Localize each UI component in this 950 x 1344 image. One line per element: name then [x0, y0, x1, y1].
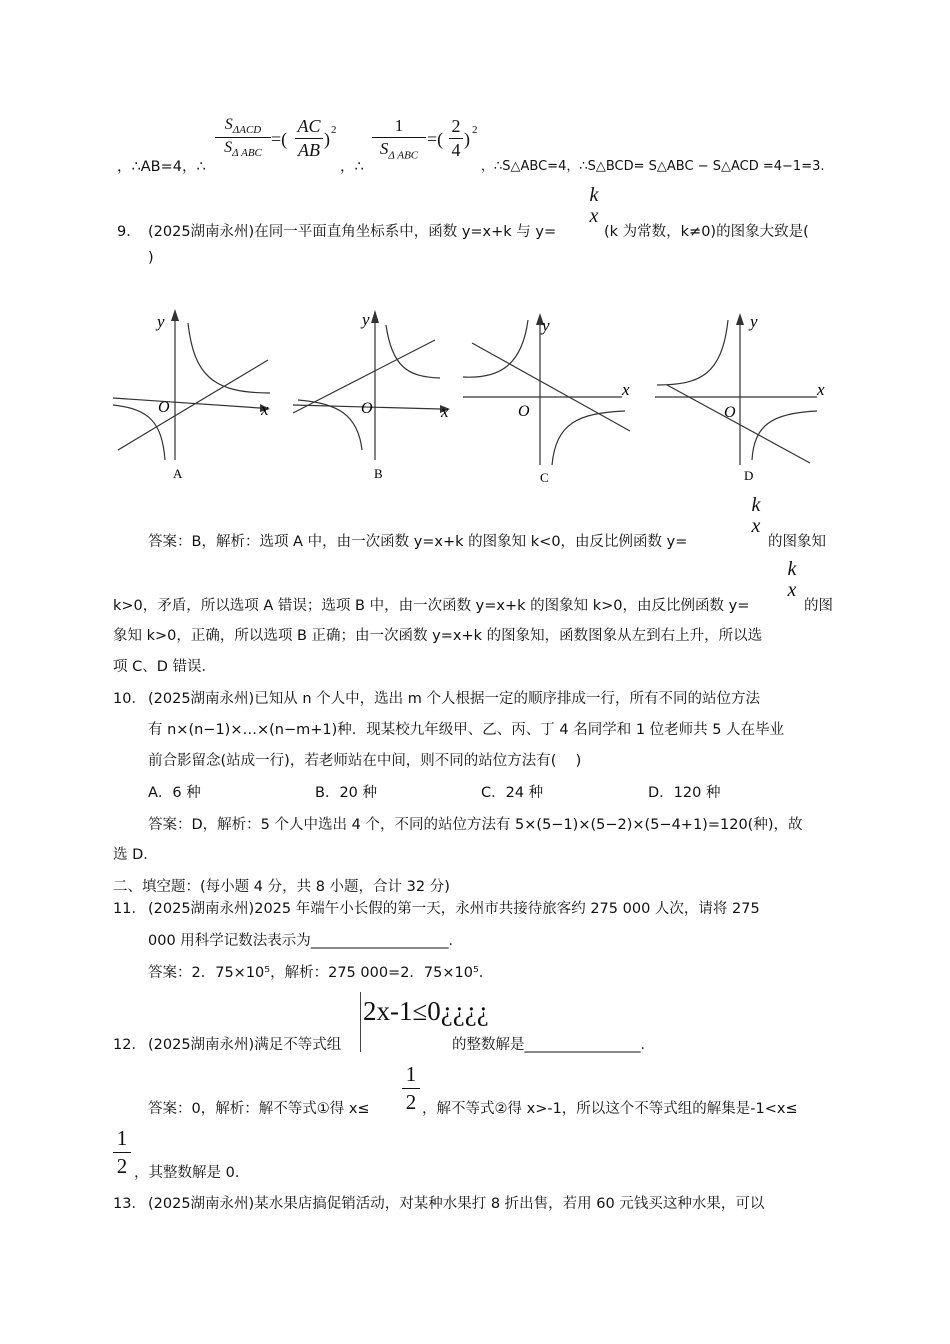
- q10-answer-line2: 选 D．: [113, 847, 158, 863]
- close-paren-2: ): [464, 129, 470, 149]
- q9-answer-fraction-2: k x: [787, 558, 797, 601]
- graph-a-hyperbola-upper: [188, 323, 270, 393]
- q10-option-b: B．20 种: [315, 785, 378, 801]
- graph-d-x-label: x: [817, 380, 825, 399]
- q10-option-d: D．120 种: [648, 785, 721, 801]
- graph-a-line: [118, 360, 268, 450]
- graph-a-x-label: x: [261, 400, 269, 419]
- q10-line1: (2025湖南永州)已知从 n 个人中，选出 m 个人根据一定的顺序排成一行，所有不同的站位方法: [148, 691, 760, 707]
- q9-text-c: ): [148, 250, 154, 266]
- top-line-prefix: ，∴AB=4，∴: [117, 159, 206, 175]
- graph-c-y-label: y: [542, 316, 550, 335]
- q10-answer-line1: 答案：D，解析：5 个人中选出 4 个，不同的站位方法有 5×(5−1)×(5−2)×(5−4+1)=120(种)，故: [148, 817, 803, 833]
- graph-b-x-label: x: [441, 402, 449, 421]
- graph-d-y-label: y: [750, 312, 758, 331]
- top-line-mid: ，∴: [340, 159, 364, 175]
- graph-c-option-label: C: [540, 470, 549, 485]
- exponent-1: 2: [331, 124, 337, 136]
- close-paren-1: ): [324, 129, 330, 149]
- q12-text-b: 的整数解是________________．: [452, 1037, 655, 1053]
- graph-c-origin-label: O: [518, 403, 530, 420]
- q11-line2: 000 用科学记数法表示为___________________．: [148, 933, 464, 949]
- q9-answer-line2a: k>0，矛盾，所以选项 A 错误；选项 B 中，由一次函数 y=x+k 的图象知 k>0，由反比例函数 y=: [113, 598, 750, 614]
- q12-system-brace: [360, 992, 361, 1052]
- q9-answer-line3: 象知 k>0，正确，所以选项 B 正确；由一次函数 y=x+k 的图象知，函数图象从左到右上升，所以选: [113, 628, 763, 644]
- graph-c-hyperbola-lower: [552, 411, 625, 465]
- q11-answer: 答案：2．75×10⁵，解析：275 000=2．75×10⁵．: [148, 965, 494, 981]
- q10-line3: 前合影留念(站成一行)，若老师站在中间，则不同的站位方法有( ): [148, 753, 582, 769]
- q9-answer-line1b: 的图象知: [768, 534, 826, 550]
- graph-c-line: [472, 343, 630, 431]
- graph-a-x-axis: [113, 398, 260, 408]
- q10-line2: 有 n×(n−1)×…×(n−m+1)种．现某校九年级甲、乙、丙、丁 4 名同学和 1 位老师共 5 人在毕业: [148, 722, 785, 738]
- graph-a-option-label: A: [173, 466, 183, 481]
- q12-text-a: (2025湖南永州)满足不等式组: [148, 1037, 342, 1053]
- graph-b-origin-label: O: [361, 400, 373, 417]
- graph-b-hyperbola-lower: [298, 400, 362, 450]
- graph-d-origin-label: O: [724, 404, 736, 421]
- graph-a-origin-label: O: [158, 399, 170, 416]
- q12-answer-c: ，其整数解是 0．: [134, 1165, 250, 1181]
- top-line-tail: ，∴S△ABC=4，∴S△BCD= S△ABC − S△ACD =4−1=3.: [481, 159, 825, 174]
- q12-answer-fraction-1: 1 2: [402, 1062, 420, 1115]
- q9-text-a: (2025湖南永州)在同一平面直角坐标系中，函数 y=x+k 与 y=: [148, 224, 557, 240]
- equals-paren-1: =(: [271, 129, 288, 149]
- q10-number: 10．: [113, 691, 146, 707]
- equals-paren-2: =(: [427, 129, 444, 149]
- q12-answer-b: ，解不等式②得 x>-1，所以这个不等式组的解集是-1<x≤: [422, 1101, 798, 1117]
- q9-text-b: (k 为常数，k≠0)的图象大致是(: [604, 224, 809, 240]
- q13-line1: (2025湖南永州)某水果店搞促销活动，对某种水果打 8 折出售，若用 60 元钱买这种水果，可以: [148, 1196, 765, 1212]
- graph-b-option-label: B: [374, 466, 383, 481]
- graph-d-option-label: D: [744, 468, 754, 483]
- graph-d-hyperbola-lower: [752, 411, 817, 460]
- graph-c-x-label: x: [622, 380, 630, 399]
- q10-option-a: A．6 种: [148, 785, 201, 801]
- q11-line1: (2025湖南永州)2025 年端午小长假的第一天，永州市共接待旅客约 275 000 人次，请将 275: [148, 901, 760, 917]
- q9-fraction-k-over-x: k x: [589, 184, 599, 227]
- q12-answer-fraction-2: 1 2: [113, 1126, 131, 1179]
- graph-c: [460, 305, 640, 490]
- q12-answer-a: 答案：0，解析：解不等式①得 x≤: [148, 1101, 370, 1117]
- graph-b-y-label: y: [362, 310, 370, 329]
- fraction-s-acd-over-s-abc: $S_{\Delta ACD}$ $S_{\Delta ABC}$: [215, 116, 271, 159]
- graph-d: [652, 305, 832, 490]
- q13-number: 13．: [113, 1196, 146, 1212]
- q9-answer-line1a: 答案：B，解析：选项 A 中，由一次函数 y=x+k 的图象知 k<0，由反比例函数 y=: [148, 534, 688, 550]
- fraction-ac-over-ab: AC AB: [295, 116, 323, 161]
- q10-option-c: C．24 种: [481, 785, 544, 801]
- q9-number: 9．: [117, 224, 141, 240]
- graph-b: [290, 305, 460, 485]
- section-2-title: 二、填空题：(每小题 4 分，共 8 小题，合计 32 分): [113, 879, 450, 895]
- fraction-2-over-4: 2 4: [449, 116, 463, 161]
- q12-number: 12．: [113, 1037, 146, 1053]
- q12-inequality-system: 2x-1≤0¿¿¿¿: [363, 996, 489, 1026]
- graph-a-y-label: y: [157, 312, 165, 331]
- q9-answer-line2b: 的图: [804, 598, 833, 614]
- fraction-1-over-s-abc: 1 $S_{\Delta ABC}$: [372, 116, 426, 161]
- q9-answer-line4: 项 C、D 错误．: [113, 659, 217, 675]
- q11-number: 11．: [113, 901, 146, 917]
- exponent-2: 2: [472, 124, 478, 136]
- graph-d-hyperbola-upper: [657, 320, 728, 385]
- graph-a: [110, 305, 285, 485]
- q9-answer-fraction-1: k x: [751, 494, 761, 537]
